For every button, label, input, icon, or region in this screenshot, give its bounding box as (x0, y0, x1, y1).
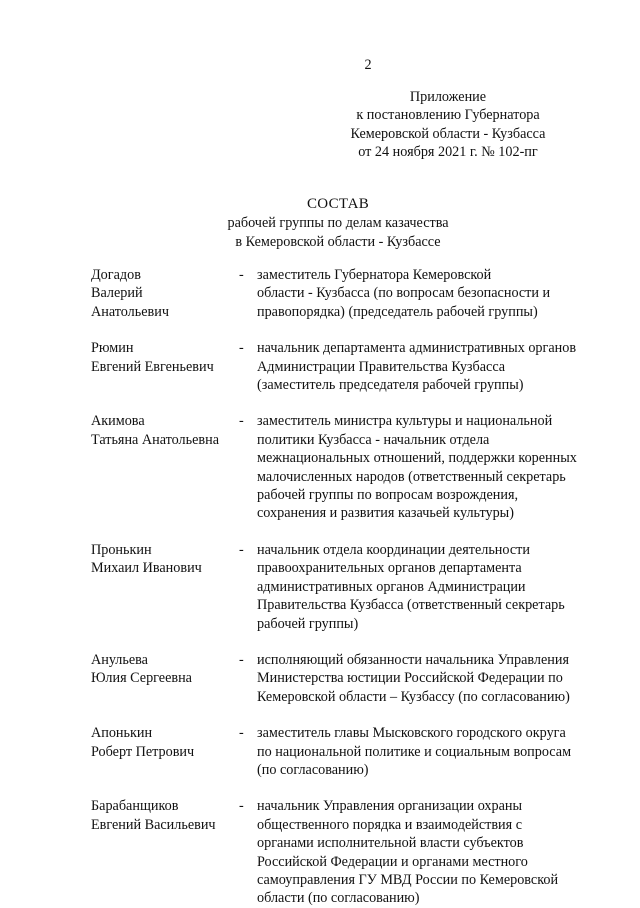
member-name-line: Пронькин (91, 541, 152, 558)
member-role (257, 797, 607, 907)
member-name-line: Юлия Сергеевна (91, 670, 192, 687)
member-name-line: Роберт Петрович (91, 743, 195, 760)
member-role-line: административных органов Администрации (257, 578, 526, 595)
dash-separator: - (239, 413, 244, 430)
member-name (91, 651, 239, 706)
appendix-line: к постановлению Губернатора (356, 107, 540, 124)
member-entry (91, 339, 611, 394)
member-name (91, 541, 239, 633)
member-role-line: органами исполнительной власти субъектов (257, 835, 524, 852)
member-name-line: Михаил Иванович (91, 560, 202, 577)
member-role-line: политики Кузбасса - начальник отдела (257, 431, 490, 448)
members-list (91, 266, 611, 908)
member-name-line: Барабанщиков (91, 798, 179, 815)
member-role-line: общественного порядка и взаимодействия с (257, 816, 522, 833)
dash-separator: - (239, 267, 244, 283)
member-name (91, 339, 239, 394)
member-role-line: области - Кузбасса (по вопросам безопасности и (257, 285, 551, 302)
member-name (91, 724, 239, 779)
member-entry (91, 266, 611, 321)
member-role-line: малочисленных народов (ответственный секретарь (257, 468, 566, 485)
dash-separator: - (239, 651, 244, 668)
member-role-line: правопорядка) (председатель рабочей группы) (257, 303, 538, 320)
member-entry (91, 541, 611, 633)
member-entry (91, 412, 611, 522)
appendix-block (328, 88, 568, 162)
member-name-line: Евгений Евгеньевич (91, 358, 214, 375)
dash-separator: - (239, 541, 244, 558)
member-role-line: рабочей группы по вопросам возрождения, (257, 487, 519, 504)
member-name-line: Анульева (91, 651, 148, 668)
member-role-line: исполняющий обязанности начальника Управления (257, 651, 570, 668)
member-entry (91, 797, 611, 907)
member-role (257, 412, 607, 522)
member-name (91, 797, 239, 907)
member-role-line: заместитель министра культуры и национальной (257, 413, 553, 430)
member-role-line: начальник Управления организации охраны (257, 798, 523, 815)
member-role-line: по национальной политике и социальным вопросам (257, 743, 572, 760)
member-role-line: заместитель Губернатора Кемеровской (257, 267, 492, 283)
member-name-line: Валерий (91, 285, 143, 302)
document-title (18, 195, 640, 251)
member-role (257, 266, 607, 321)
member-role-line: Российской Федерации и органами местного (257, 853, 528, 870)
member-role-line: сохранения и развития казачьей культуры) (257, 505, 514, 522)
appendix-line: Приложение (409, 89, 487, 105)
title-subtitle-line: в Кемеровской области - Кузбассе (235, 233, 441, 250)
dash-separator: - (239, 340, 244, 357)
member-role-line: рабочей группы) (257, 615, 359, 632)
member-role-line: Администрации Правительства Кузбасса (257, 358, 506, 375)
member-role-line: (заместитель председателя рабочей группы) (257, 377, 524, 394)
member-role-line: межнациональных отношений, поддержки коренных (257, 450, 577, 467)
member-name-line: Анатольевич (91, 303, 169, 320)
page-number: 2 (364, 57, 372, 73)
member-role-line: области (по согласованию) (257, 890, 420, 907)
member-entry (91, 651, 611, 706)
member-role (257, 724, 607, 779)
member-role-line: правоохранительных органов департамента (257, 560, 522, 577)
member-name (91, 266, 239, 321)
member-name-line: Догадов (91, 267, 141, 283)
member-role-line: Кемеровской области – Кузбассу (по согласованию) (257, 688, 570, 705)
member-name-line: Рюмин (91, 340, 134, 357)
appendix-line: Кемеровской области - Кузбасса (350, 125, 546, 142)
member-role-line: начальник отдела координации деятельности (257, 541, 530, 558)
member-role-line: Правительства Кузбасса (ответственный секретарь (257, 597, 565, 614)
member-role-line: начальник департамента административных органов (257, 340, 577, 357)
member-role-line: самоуправления ГУ МВД России по Кемеровской (257, 871, 559, 888)
member-role (257, 541, 607, 633)
title-heading: СОСТАВ (306, 196, 370, 212)
member-role (257, 339, 607, 394)
member-name-line: Акимова (91, 413, 145, 430)
dash-separator: - (239, 798, 244, 815)
title-subtitle-line: рабочей группы по делам казачества (227, 215, 449, 232)
member-name-line: Евгений Васильевич (91, 816, 216, 833)
appendix-line: от 24 ноября 2021 г. № 102-пг (358, 144, 538, 161)
member-role-line: Министерства юстиции Российской Федерации по (257, 670, 563, 687)
member-role-line: заместитель главы Мысковского городского округа (257, 725, 566, 742)
member-entry (91, 724, 611, 779)
dash-separator: - (239, 725, 244, 742)
member-name-line: Татьяна Анатольевна (91, 431, 219, 448)
member-name (91, 412, 239, 522)
member-name-line: Апонькин (91, 725, 153, 742)
member-role (257, 651, 607, 706)
member-role-line: (по согласованию) (257, 761, 369, 778)
